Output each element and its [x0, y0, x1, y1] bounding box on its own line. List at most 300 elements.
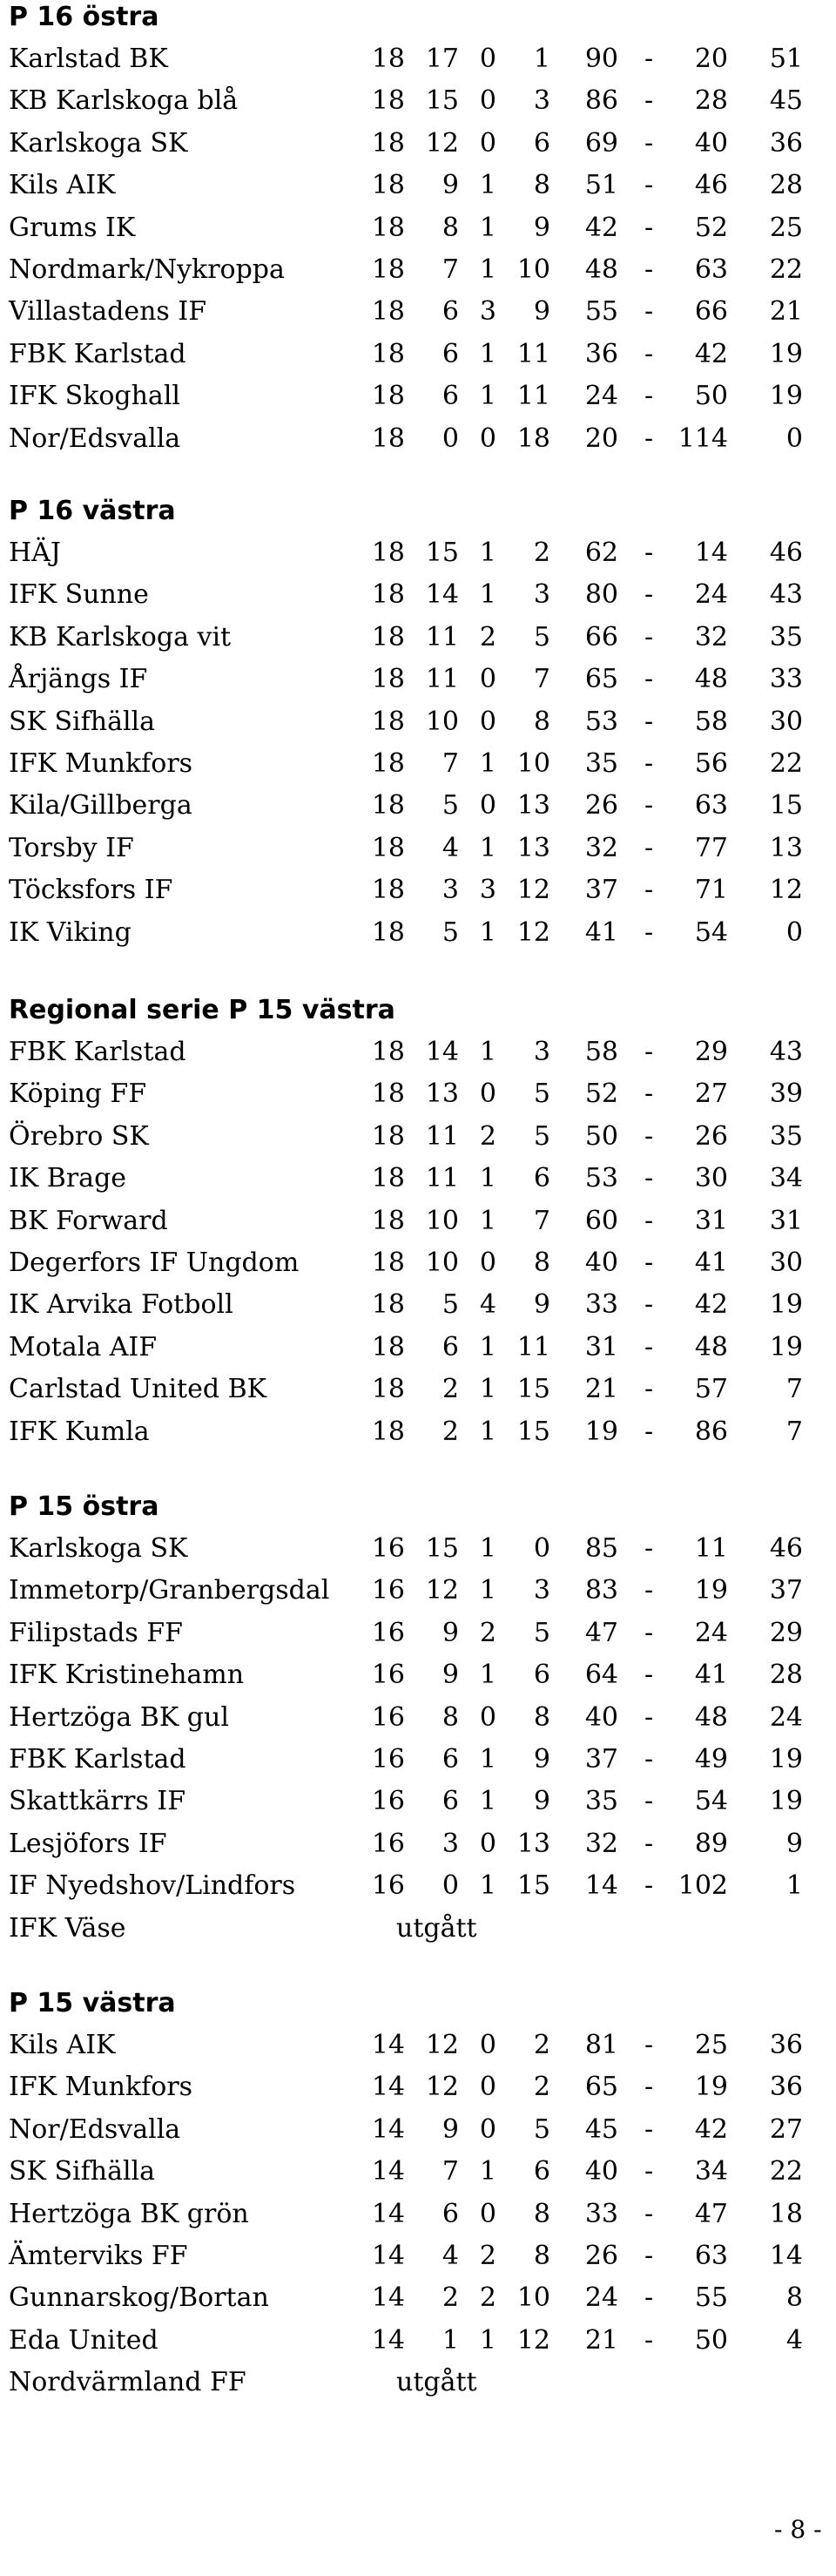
- cell-gf: 53: [584, 1163, 618, 1194]
- cell-ga: 63: [694, 2241, 728, 2271]
- cell-won: 11: [425, 1163, 459, 1194]
- score-separator: -: [644, 2072, 654, 2103]
- cell-points: 36: [769, 2030, 803, 2060]
- cell-lost: 5: [533, 2113, 550, 2145]
- cell-points: 36: [769, 2072, 803, 2103]
- score-separator: -: [644, 579, 654, 611]
- table-row: [0, 743, 836, 785]
- cell-drawn: 0: [479, 1828, 496, 1859]
- cell-gf: 86: [584, 85, 618, 117]
- cell-won: 6: [442, 1331, 459, 1362]
- cell-lost: 12: [516, 2324, 550, 2356]
- cell-drawn: 0: [479, 44, 496, 74]
- team-name: HÄJ: [9, 538, 61, 568]
- cell-won: 2: [442, 1374, 459, 1405]
- table-row: [0, 1200, 836, 1242]
- score-separator: -: [644, 790, 654, 821]
- score-separator: -: [644, 423, 654, 454]
- team-name: Nor/Edsvalla: [9, 2113, 181, 2145]
- cell-points: 43: [769, 1037, 803, 1067]
- cell-drawn: 0: [479, 2030, 496, 2060]
- cell-lost: 18: [516, 423, 550, 454]
- cell-won: 9: [442, 2113, 459, 2145]
- cell-drawn: 1: [479, 2156, 496, 2187]
- score-separator: -: [644, 1533, 654, 1564]
- table-row: [0, 1865, 836, 1907]
- team-name: Immetorp/Granbergsdal: [9, 1575, 330, 1606]
- table-row: [0, 2277, 836, 2319]
- cell-lost: 6: [533, 127, 550, 159]
- cell-ga: 56: [694, 748, 728, 779]
- cell-drawn: 3: [479, 296, 496, 328]
- cell-lost: 10: [516, 254, 550, 285]
- cell-lost: 8: [533, 1701, 550, 1733]
- cell-lost: 15: [516, 1374, 550, 1405]
- cell-drawn: 1: [479, 1037, 496, 1067]
- cell-ga: 32: [694, 621, 728, 652]
- team-name: Nordmark/Nykroppa: [9, 254, 285, 285]
- cell-played: 18: [371, 1078, 405, 1110]
- cell-gf: 90: [584, 44, 618, 74]
- cell-played: 16: [371, 1533, 405, 1564]
- score-separator: -: [644, 706, 654, 737]
- cell-ga: 50: [694, 381, 728, 412]
- cell-played: 18: [371, 381, 405, 412]
- cell-played: 18: [371, 296, 405, 328]
- cell-drawn: 1: [479, 1786, 496, 1817]
- cell-ga: 63: [694, 254, 728, 285]
- cell-won: 10: [425, 706, 459, 737]
- cell-lost: 2: [533, 2030, 550, 2060]
- cell-played: 18: [371, 338, 405, 369]
- cell-ga: 52: [694, 212, 728, 243]
- score-separator: -: [644, 1575, 654, 1606]
- cell-points: 33: [769, 664, 803, 695]
- table-row: [0, 1528, 836, 1570]
- score-separator: -: [644, 127, 654, 159]
- cell-points: 21: [769, 296, 803, 328]
- cell-played: 18: [371, 212, 405, 243]
- cell-ga: 42: [694, 1289, 728, 1321]
- cell-played: 18: [371, 1163, 405, 1194]
- cell-lost: 6: [533, 1163, 550, 1194]
- cell-won: 3: [442, 875, 459, 906]
- team-name: FBK Karlstad: [9, 1744, 186, 1775]
- cell-lost: 11: [516, 1331, 550, 1362]
- score-separator: -: [644, 381, 654, 412]
- team-name: Skattkärrs IF: [9, 1786, 186, 1817]
- cell-played: 14: [371, 2030, 405, 2060]
- cell-won: 8: [442, 212, 459, 243]
- cell-drawn: 2: [479, 621, 496, 652]
- cell-ga: 48: [694, 1331, 728, 1362]
- cell-gf: 21: [584, 1374, 618, 1405]
- cell-won: 4: [442, 2241, 459, 2271]
- table-row: [0, 1158, 836, 1200]
- cell-lost: 3: [533, 85, 550, 117]
- cell-ga: 48: [694, 1701, 728, 1733]
- cell-played: 14: [371, 2156, 405, 2187]
- team-name: Carlstad United BK: [9, 1374, 267, 1405]
- table-row: [0, 334, 836, 375]
- team-name: Kila/Gillberga: [9, 790, 192, 821]
- cell-ga: 58: [694, 706, 728, 737]
- cell-played: 18: [371, 1120, 405, 1152]
- table-row: [0, 291, 836, 333]
- score-separator: -: [644, 664, 654, 695]
- cell-drawn: 0: [479, 1078, 496, 1110]
- cell-gf: 40: [584, 1701, 618, 1733]
- cell-played: 16: [371, 1828, 405, 1859]
- team-name: Hertzöga BK grön: [9, 2198, 249, 2229]
- score-separator: -: [644, 1163, 654, 1194]
- cell-lost: 11: [516, 381, 550, 412]
- table-row: [0, 418, 836, 460]
- team-name: Degerfors IF Ungdom: [9, 1247, 300, 1278]
- cell-played: 18: [371, 621, 405, 652]
- cell-won: 6: [442, 296, 459, 328]
- cell-drawn: 1: [479, 1744, 496, 1775]
- cell-gf: 32: [584, 1828, 618, 1859]
- cell-points: 30: [769, 706, 803, 737]
- cell-drawn: 1: [479, 832, 496, 863]
- table-row: [0, 165, 836, 206]
- team-name: Filipstads FF: [9, 1617, 183, 1648]
- score-separator: -: [644, 2113, 654, 2145]
- cell-ga: 48: [694, 664, 728, 695]
- cell-lost: 6: [533, 2156, 550, 2187]
- team-name: BK Forward: [9, 1205, 168, 1236]
- page-number: - 8 -: [774, 2515, 822, 2544]
- cell-played: 18: [371, 538, 405, 568]
- cell-played: 14: [371, 2241, 405, 2271]
- cell-played: 16: [371, 1660, 405, 1691]
- score-separator: -: [644, 212, 654, 243]
- cell-drawn: 1: [479, 254, 496, 285]
- cell-lost: 3: [533, 579, 550, 611]
- team-name: Köping FF: [9, 1078, 147, 1110]
- cell-points: 4: [785, 2324, 803, 2356]
- cell-drawn: 1: [479, 538, 496, 568]
- cell-won: 2: [442, 1416, 459, 1447]
- cell-won: 5: [442, 1289, 459, 1321]
- cell-gf: 40: [584, 1247, 618, 1278]
- cell-won: 15: [425, 85, 459, 117]
- cell-gf: 80: [584, 579, 618, 611]
- team-name: KB Karlskoga blå: [9, 85, 239, 117]
- cell-ga: 46: [694, 170, 728, 201]
- cell-won: 11: [425, 664, 459, 695]
- cell-points: 27: [769, 2113, 803, 2145]
- cell-gf: 21: [584, 2324, 618, 2356]
- cell-points: 43: [769, 579, 803, 611]
- cell-drawn: 1: [479, 1575, 496, 1606]
- cell-lost: 3: [533, 1575, 550, 1606]
- cell-ga: 31: [694, 1205, 728, 1236]
- cell-points: 1: [785, 1870, 803, 1902]
- cell-gf: 55: [584, 296, 618, 328]
- cell-gf: 31: [584, 1331, 618, 1362]
- cell-won: 15: [425, 1533, 459, 1564]
- cell-drawn: 1: [479, 212, 496, 243]
- team-name: Grums IK: [9, 212, 136, 243]
- table-row: [0, 1284, 836, 1326]
- cell-won: 14: [425, 1037, 459, 1067]
- cell-points: 9: [785, 1828, 803, 1859]
- cell-played: 18: [371, 664, 405, 695]
- cell-ga: 54: [694, 916, 728, 948]
- cell-points: 30: [769, 1247, 803, 1278]
- team-name: Kils AIK: [9, 2030, 116, 2060]
- cell-won: 12: [425, 127, 459, 159]
- cell-ga: 20: [694, 44, 728, 74]
- cell-won: 6: [442, 1786, 459, 1817]
- cell-lost: 2: [533, 538, 550, 568]
- cell-lost: 8: [533, 2241, 550, 2271]
- cell-gf: 45: [584, 2113, 618, 2145]
- cell-gf: 52: [584, 1078, 618, 1110]
- table-row: [0, 1242, 836, 1284]
- cell-won: 11: [425, 1120, 459, 1152]
- cell-points: 31: [769, 1205, 803, 1236]
- team-name: Årjängs IF: [9, 664, 148, 695]
- table-row: [0, 617, 836, 659]
- cell-drawn: 1: [479, 1331, 496, 1362]
- cell-played: 18: [371, 254, 405, 285]
- cell-lost: 5: [533, 621, 550, 652]
- cell-won: 17: [425, 44, 459, 74]
- cell-points: 15: [769, 790, 803, 821]
- cell-played: 18: [371, 1289, 405, 1321]
- cell-gf: 24: [584, 381, 618, 412]
- cell-won: 10: [425, 1247, 459, 1278]
- team-name: Nordvärmland FF: [9, 2367, 246, 2398]
- team-name: IFK Sunne: [9, 579, 149, 611]
- cell-drawn: 1: [479, 381, 496, 412]
- cell-gf: 47: [584, 1617, 618, 1648]
- cell-drawn: 1: [479, 1163, 496, 1194]
- cell-lost: 9: [533, 212, 550, 243]
- table-row: [0, 1073, 836, 1115]
- cell-points: 45: [769, 85, 803, 117]
- cell-lost: 15: [516, 1416, 550, 1447]
- cell-points: 19: [769, 338, 803, 369]
- cell-lost: 7: [533, 1205, 550, 1236]
- cell-played: 18: [371, 1331, 405, 1362]
- cell-ga: 41: [694, 1660, 728, 1691]
- cell-points: 34: [769, 1163, 803, 1194]
- cell-points: 46: [769, 538, 803, 568]
- score-separator: -: [644, 1078, 654, 1110]
- cell-played: 14: [371, 2198, 405, 2229]
- cell-lost: 8: [533, 2198, 550, 2229]
- cell-drawn: 4: [479, 1289, 496, 1321]
- cell-points: 46: [769, 1533, 803, 1564]
- cell-ga: 63: [694, 790, 728, 821]
- cell-lost: 3: [533, 1037, 550, 1067]
- cell-gf: 14: [584, 1870, 618, 1902]
- table-row: [0, 1739, 836, 1781]
- cell-points: 39: [769, 1078, 803, 1110]
- table-row: [0, 869, 836, 911]
- cell-played: 18: [371, 790, 405, 821]
- cell-drawn: 3: [479, 875, 496, 906]
- score-separator: -: [644, 748, 654, 779]
- table-row: [0, 2025, 836, 2066]
- score-separator: -: [644, 2241, 654, 2271]
- cell-lost: 1: [533, 44, 550, 74]
- section-heading: P 16 östra: [9, 2, 159, 32]
- cell-lost: 9: [533, 1744, 550, 1775]
- cell-drawn: 0: [479, 1247, 496, 1278]
- cell-lost: 9: [533, 1786, 550, 1817]
- cell-lost: 10: [516, 2282, 550, 2314]
- table-row: [0, 1116, 836, 1158]
- score-separator: -: [644, 1701, 654, 1733]
- score-separator: -: [644, 1205, 654, 1236]
- cell-drawn: 0: [479, 664, 496, 695]
- cell-ga: 86: [694, 1416, 728, 1447]
- cell-gf: 69: [584, 127, 618, 159]
- cell-played: 18: [371, 1416, 405, 1447]
- cell-played: 18: [371, 916, 405, 948]
- cell-gf: 26: [584, 2241, 618, 2271]
- cell-points: 28: [769, 1660, 803, 1691]
- cell-gf: 51: [584, 170, 618, 201]
- cell-played: 16: [371, 1575, 405, 1606]
- team-name: IF Nyedshov/Lindfors: [9, 1870, 296, 1902]
- cell-gf: 83: [584, 1575, 618, 1606]
- table-row: [0, 1908, 836, 1950]
- cell-won: 9: [442, 170, 459, 201]
- team-name: FBK Karlstad: [9, 338, 186, 369]
- cell-ga: 27: [694, 1078, 728, 1110]
- table-row: [0, 2109, 836, 2151]
- score-separator: -: [644, 2198, 654, 2229]
- score-separator: -: [644, 2156, 654, 2187]
- cell-lost: 5: [533, 1120, 550, 1152]
- cell-ga: 47: [694, 2198, 728, 2229]
- table-row: [0, 532, 836, 574]
- table-row: [0, 1781, 836, 1822]
- team-name: Torsby IF: [9, 832, 134, 863]
- cell-played: 16: [371, 1870, 405, 1902]
- table-row: [0, 249, 836, 291]
- cell-played: 18: [371, 85, 405, 117]
- cell-lost: 5: [533, 1078, 550, 1110]
- cell-won: 15: [425, 538, 459, 568]
- cell-gf: 58: [584, 1037, 618, 1067]
- cell-played: 18: [371, 832, 405, 863]
- cell-gf: 60: [584, 1205, 618, 1236]
- team-name: Lesjöfors IF: [9, 1828, 167, 1859]
- cell-lost: 12: [516, 875, 550, 906]
- cell-drawn: 0: [479, 706, 496, 737]
- cell-won: 7: [442, 254, 459, 285]
- cell-won: 12: [425, 1575, 459, 1606]
- score-separator: -: [644, 338, 654, 369]
- cell-won: 12: [425, 2030, 459, 2060]
- team-name: IFK Munkfors: [9, 2072, 193, 2103]
- team-name: Kils AIK: [9, 170, 116, 201]
- cell-won: 6: [442, 381, 459, 412]
- team-name: IFK Väse: [9, 1912, 126, 1944]
- table-row: [0, 38, 836, 80]
- team-name: SK Sifhälla: [9, 706, 156, 737]
- cell-lost: 7: [533, 664, 550, 695]
- cell-ga: 89: [694, 1828, 728, 1859]
- cell-gf: 37: [584, 1744, 618, 1775]
- cell-gf: 48: [584, 254, 618, 285]
- cell-drawn: 0: [479, 2072, 496, 2103]
- table-row: [0, 701, 836, 743]
- cell-won: 6: [442, 338, 459, 369]
- table-row: [0, 2066, 836, 2108]
- cell-gf: 24: [584, 2282, 618, 2314]
- cell-gf: 65: [584, 2072, 618, 2103]
- table-row: [0, 1031, 836, 1073]
- cell-ga: 26: [694, 1120, 728, 1152]
- cell-played: 16: [371, 1617, 405, 1648]
- score-separator: -: [644, 832, 654, 863]
- cell-drawn: 0: [479, 2113, 496, 2145]
- cell-drawn: 1: [479, 1533, 496, 1564]
- team-name: Örebro SK: [9, 1120, 149, 1152]
- score-separator: -: [644, 916, 654, 948]
- cell-gf: 50: [584, 1120, 618, 1152]
- score-separator: -: [644, 1660, 654, 1691]
- cell-points: 35: [769, 1120, 803, 1152]
- team-name: Motala AIF: [9, 1331, 158, 1362]
- cell-points: 13: [769, 832, 803, 863]
- cell-drawn: 2: [479, 1120, 496, 1152]
- cell-gf: 26: [584, 790, 618, 821]
- cell-ga: 41: [694, 1247, 728, 1278]
- team-name: IFK Munkfors: [9, 748, 193, 779]
- score-separator: -: [644, 254, 654, 285]
- team-name: IFK Skoghall: [9, 381, 181, 412]
- score-separator: -: [644, 1828, 654, 1859]
- cell-won: 3: [442, 1828, 459, 1859]
- cell-gf: 35: [584, 1786, 618, 1817]
- score-separator: -: [644, 1037, 654, 1067]
- cell-lost: 2: [533, 2072, 550, 2103]
- score-separator: -: [644, 1247, 654, 1278]
- cell-points: 37: [769, 1575, 803, 1606]
- team-name: IK Viking: [9, 916, 131, 948]
- cell-won: 4: [442, 832, 459, 863]
- cell-played: 18: [371, 706, 405, 737]
- section-heading: P 16 västra: [9, 496, 176, 526]
- team-name: Eda United: [9, 2324, 158, 2356]
- cell-ga: 49: [694, 1744, 728, 1775]
- table-row: [0, 2194, 836, 2235]
- cell-points: 12: [769, 875, 803, 906]
- cell-played: 18: [371, 579, 405, 611]
- cell-ga: 19: [694, 2072, 728, 2103]
- cell-ga: 77: [694, 832, 728, 863]
- cell-played: 18: [371, 423, 405, 454]
- score-separator: -: [644, 1289, 654, 1321]
- cell-points: 18: [769, 2198, 803, 2229]
- table-row: [0, 828, 836, 869]
- cell-won: 9: [442, 1617, 459, 1648]
- team-name: IK Brage: [9, 1163, 127, 1194]
- cell-played: 16: [371, 1744, 405, 1775]
- cell-won: 6: [442, 1744, 459, 1775]
- cell-ga: 114: [678, 423, 728, 454]
- team-name: Gunnarskog/Bortan: [9, 2282, 269, 2314]
